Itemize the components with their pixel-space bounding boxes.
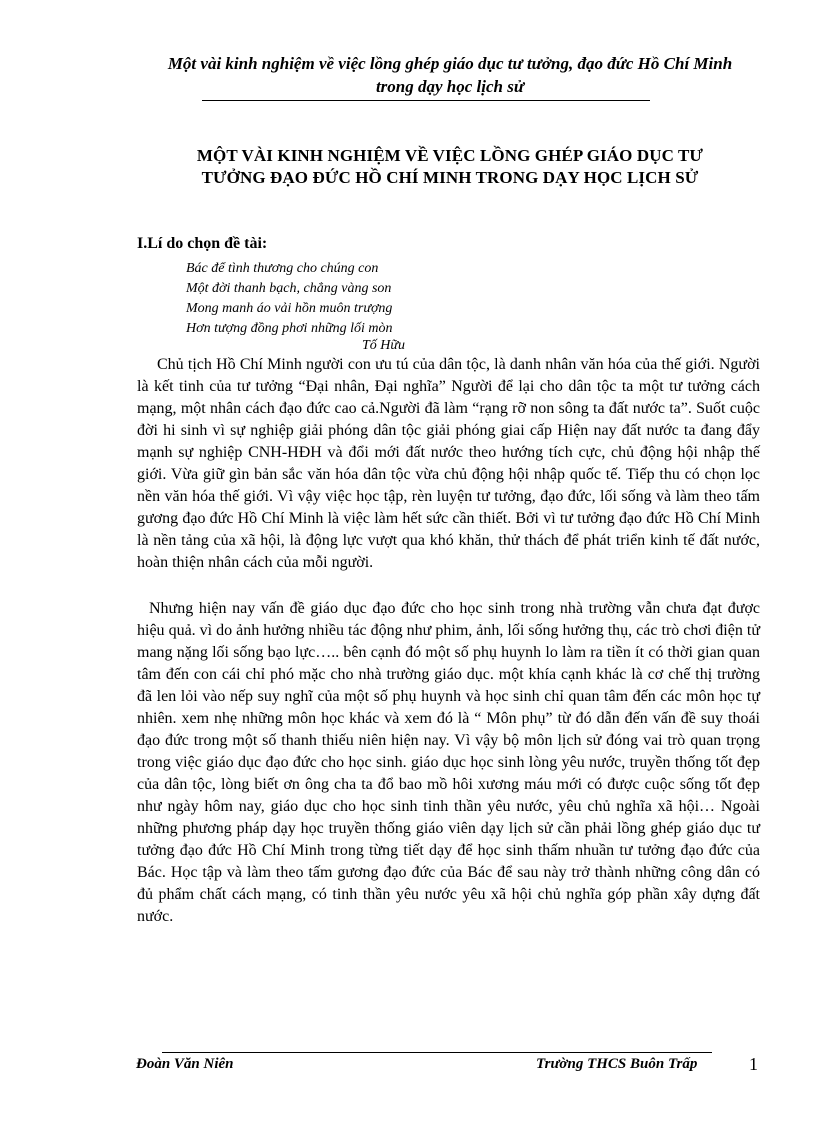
running-header	[130, 52, 770, 98]
document-title-line-2: TƯỞNG ĐẠO ĐỨC HỒ CHÍ MINH TRONG DẠY HỌC LỊCH SỬ	[201, 168, 699, 187]
document-title	[150, 145, 750, 189]
footer-divider	[162, 1052, 712, 1053]
running-header-line-2: trong dạy học lịch sử	[375, 77, 525, 96]
poem	[186, 259, 392, 339]
body-paragraph-1: Chủ tịch Hồ Chí Minh người con ưu tú của dân tộc, là danh nhân văn hóa của thế giới. Người là kết tinh của tư tưởng “Đại nhân, Đại nghĩa” Người để lại cho dân tộc ta một tư tưởng cách mạng, một nhân cách đạo đức cao cả.Người đã làm “rạng rỡ non sông ta đất nước ta”. Suốt cuộc đời hi sinh vì sự nghiệp giải phóng dân tộc giải phóng giai cấp Hiện nay đất nước ta đang đẩy mạnh sự nghiệp CNH-HĐH và đổi mới đất nước theo hướng tích cực, chủ động hội nhập thế giới. Vừa giữ gìn bản sắc văn hóa dân tộc vừa chủ động hội nhập quốc tế. Tiếp thu có chọn lọc nền văn hóa thế giới. Vì vậy việc học tập, rèn luyện tư tưởng, đạo đức, lối sống và làm theo tấm gương đạo đức Hồ Chí Minh là việc làm hết sức cần thiết. Bởi vì tư tưởng đạo đức Hồ Chí Minh là nền tảng của xã hội, là động lực vượt qua khó khăn, thử thách để phát triển kinh tế đất nước, hoàn thiện nhân cách của mỗi người.	[137, 356, 760, 571]
header-divider	[202, 100, 650, 101]
running-header-line-1: Một vài kinh nghiệm về việc lồng ghép giáo dục tư tưởng, đạo đức Hồ Chí Minh	[167, 54, 733, 73]
section-heading: I.Lí do chọn đề tài:	[137, 235, 268, 252]
document-title-line-1: MỘT VÀI KINH NGHIỆM VỀ VIỆC LỒNG GHÉP GIÁO DỤC TƯ	[196, 146, 704, 165]
page-number: 1	[749, 1054, 758, 1074]
poem-line: Một đời thanh bạch, chẳng vàng son	[186, 281, 392, 296]
footer-school: Trường THCS Buôn Trấp	[536, 1056, 698, 1072]
poem-line: Mong manh áo vải hồn muôn trượng	[186, 301, 393, 316]
footer-author: Đoàn Văn Niên	[136, 1056, 234, 1072]
poem-line: Hơn tượng đồng phơi những lối mòn	[186, 321, 393, 336]
poem-author: Tố Hữu	[362, 338, 406, 353]
poem-line: Bác để tình thương cho chúng con	[186, 261, 379, 276]
body-paragraph-2: Nhưng hiện nay vấn đề giáo dục đạo đức cho học sinh trong nhà trường vẫn chưa đạt được hiệu quả. vì do ảnh hưởng nhiều tác động như phim, ảnh, lối sống hưởng thụ, các trò chơi điện tử mang nặng lối sống bạo lực….. bên cạnh đó một số phụ huynh lo làm ra tiền ít có thời gian quan tâm đến con cái chỉ phó mặc cho nhà trường giáo dục. một khía cạnh khác là cơ chế thị trường đã len lỏi vào nếp suy nghĩ của một số phụ huynh và học sinh chỉ quan tâm đến các môn học tự nhiên. xem nhẹ những môn học khác và xem đó là “ Môn phụ” từ đó dẫn đến vấn đề suy thoái đạo đức trong một số thanh thiếu niên hiện nay. Vì vậy bộ môn lịch sử đóng vai trò quan trọng trong việc giáo dục đạo đức cho học sinh. giáo dục học sinh lòng yêu nước, truyền thống tốt đẹp của dân tộc, lòng biết ơn ông cha ta đổ bao mồ hôi xương máu mới có được cuộc sống tốt đẹp như ngày hôm nay, giáo dục cho học sinh tinh thần yêu nước, yêu chủ nghĩa xã hội… Ngoài những phương pháp dạy học truyền thống giáo viên dạy lịch sử cần phải lồng ghép giáo dục tư tưởng đạo đức Hồ Chí Minh trong từng tiết dạy để học sinh thấm nhuần tư tưởng đạo đức của Bác. Học tập và làm theo tấm gương đạo đức của Bác để sau này trở thành những công dân có đủ phẩm chất cách mạng, có tinh thần yêu nước yêu xã hội chủ nghĩa góp phần xây dựng đất nước.	[137, 600, 760, 925]
